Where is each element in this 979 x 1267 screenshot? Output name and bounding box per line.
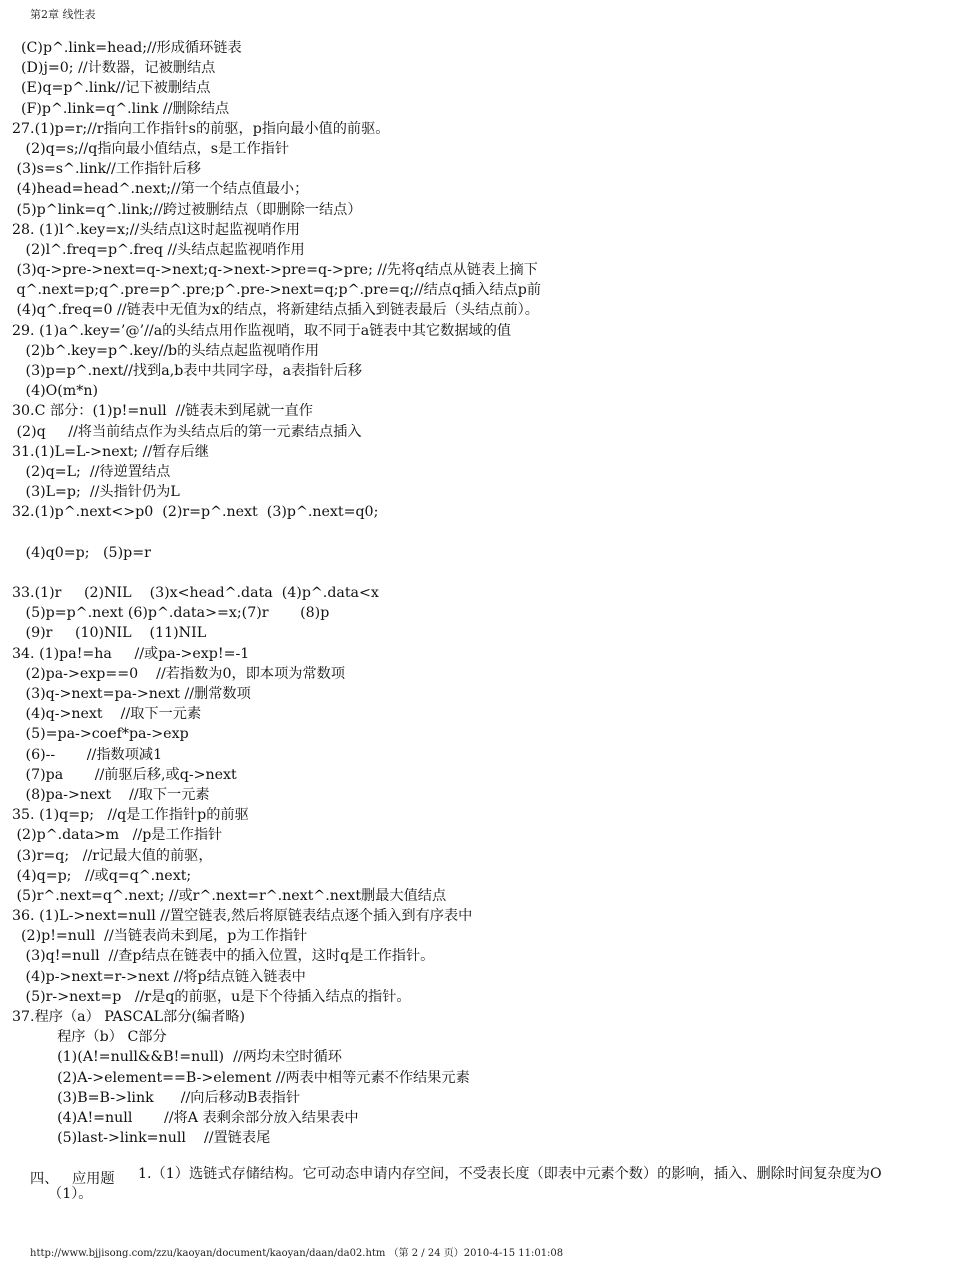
text-line: (3)L=p; //头指针仍为L xyxy=(12,484,180,501)
text-line: (9)r (10)NIL (11)NIL xyxy=(12,625,207,642)
text-line: 30.C 部分：(1)p!=null //链表未到尾就一直作 xyxy=(12,403,313,420)
text-line: (5)r^.next=q^.next; //或r^.next=r^.next^.next删最大值结点 xyxy=(12,887,447,904)
text-line: 33.(1)r (2)NIL (3)x<head^.data (4)p^.data<x xyxy=(12,585,379,602)
text-line: (4)p->next=r->next //将p结点链入链表中 xyxy=(12,968,306,985)
text-line: (4)q=p; //或q=q^.next; xyxy=(12,867,192,884)
text-line: 程序（b） C部分 xyxy=(12,1029,167,1046)
text-line: (2)pa->exp==0 //若指数为0，即本项为常数项 xyxy=(12,665,346,682)
text-line: 28. (1)l^.key=x;//头结点l这时起监视哨作用 xyxy=(12,221,300,238)
text-line: 34. (1)pa!=ha //或pa->exp!=-1 xyxy=(12,645,250,662)
answer-paragraph: 1.（1）选链式存储结构。它可动态申请内存空间，不受表长度（即表中元素个数）的影响，插入、删除时间复杂度为O（1）。 xyxy=(48,1166,882,1203)
text-line: (2)p!=null //当链表尚未到尾，p为工作指针 xyxy=(12,928,308,945)
text-line: (4)q^.freq=0 //链表中无值为x的结点，将新建结点插入到链表最后（头结点前）。 xyxy=(12,302,539,319)
text-line: 35. (1)q=p; //q是工作指针p的前驱 xyxy=(12,807,249,824)
text-line: (3)r=q; //r记最大值的前驱， xyxy=(12,847,213,864)
text-line: (3)B=B->link //向后移动B表指针 xyxy=(12,1089,301,1106)
text-line: (8)pa->next //取下一元素 xyxy=(12,786,210,803)
text-line: (2)q=L; //待逆置结点 xyxy=(12,463,171,480)
text-line: (C)p^.link=head;//形成循环链表 xyxy=(12,40,242,56)
text-line: 37.程序（a） PASCAL部分(编者略) xyxy=(12,1009,246,1025)
text-line: (2)b^.key=p^.key//b的头结点起监视哨作用 xyxy=(12,342,320,359)
text-line: (3)p=p^.next//找到a,b表中共同字母，a表指针后移 xyxy=(12,363,363,379)
text-line: (2)q=s;//q指向最小值结点，s是工作指针 xyxy=(12,140,290,157)
text-line: (F)p^.link=q^.link //删除结点 xyxy=(12,100,230,117)
text-line: (2)p^.data>m //p是工作指针 xyxy=(12,827,223,844)
document-body xyxy=(12,38,952,1189)
text-line: (4)A!=null //将A 表剩余部分放入结果表中 xyxy=(12,1109,359,1126)
text-line: (3)q!=null //查p结点在链表中的插入位置，这时q是工作指针。 xyxy=(12,948,435,965)
text-line: 29. (1)a^.key=’@’//a的头结点用作监视哨，取不同于a链表中其它数据域的值 xyxy=(12,322,512,339)
text-line: (4)O(m*n) xyxy=(12,383,99,400)
text-line: (1)(A!=null&&B!=null) //两均未空时循环 xyxy=(12,1049,342,1066)
text-line: (6)-- //指数项减1 xyxy=(12,746,163,763)
text-line: (2)A->element==B->element //两表中相等元素不作结果元素 xyxy=(12,1069,470,1086)
text-line: 31.(1)L=L->next; //暂存后继 xyxy=(12,443,209,460)
text-line xyxy=(12,563,952,583)
text-line: (4)head=head^.next;//第一个结点值最小； xyxy=(12,181,309,198)
page-footer: http://www.bjjisong.com/zzu/kaoyan/document/kaoyan/daan/da02.htm （第 2 / 24 页）2010-4-15 11:01:08 xyxy=(30,1248,564,1259)
page-header: 第2章 线性表 xyxy=(30,8,96,21)
text-line: 36. (1)L->next=null //置空链表,然后将原链表结点逐个插入到有序表中 xyxy=(12,908,473,925)
text-line: (5)p^link=q^.link;//跨过被删结点（即删除一结点） xyxy=(12,201,362,218)
text-line: 32.(1)p^.next<>p0 (2)r=p^.next (3)p^.next=q0; xyxy=(12,504,379,521)
text-line: (E)q=p^.link//记下被删结点 xyxy=(12,80,211,97)
text-line xyxy=(12,523,952,543)
text-line: (3)q->pre->next=q->next;q->next->pre=q->pre; //先将q结点从链表上摘下 xyxy=(12,262,538,279)
text-line: (4)q->next //取下一元素 xyxy=(12,706,202,723)
text-line: (2)q //将当前结点作为头结点后的第一元素结点插入 xyxy=(12,423,362,440)
text-line: (D)j=0; //计数器，记被删结点 xyxy=(12,60,216,77)
text-line: (5)=pa->coef*pa->exp xyxy=(12,726,189,743)
text-line: q^.next=p;q^.pre=p^.pre;p^.pre->next=q;p^.pre=q;//结点q插入结点p前 xyxy=(12,282,542,299)
text-line: (5)p=p^.next (6)p^.data>=x;(7)r (8)p xyxy=(12,605,330,622)
text-line: (3)q->next=pa->next //删常数项 xyxy=(12,686,251,702)
text-line: (2)l^.freq=p^.freq //头结点起监视哨作用 xyxy=(12,241,305,258)
text-line: 四、 应用题 xyxy=(12,1170,115,1187)
text-line: (4)q0=p; (5)p=r xyxy=(12,544,151,561)
text-line: (5)r->next=p //r是q的前驱，u是下个待插入结点的指针。 xyxy=(12,988,411,1005)
text-line: (7)pa //前驱后移,或q->next xyxy=(12,766,237,783)
text-line: 27.(1)p=r;//r指向工作指针s的前驱，p指向最小值的前驱。 xyxy=(12,120,390,137)
text-line: (3)s=s^.link//工作指针后移 xyxy=(12,161,201,178)
text-line: (5)last->link=null //置链表尾 xyxy=(12,1130,271,1147)
